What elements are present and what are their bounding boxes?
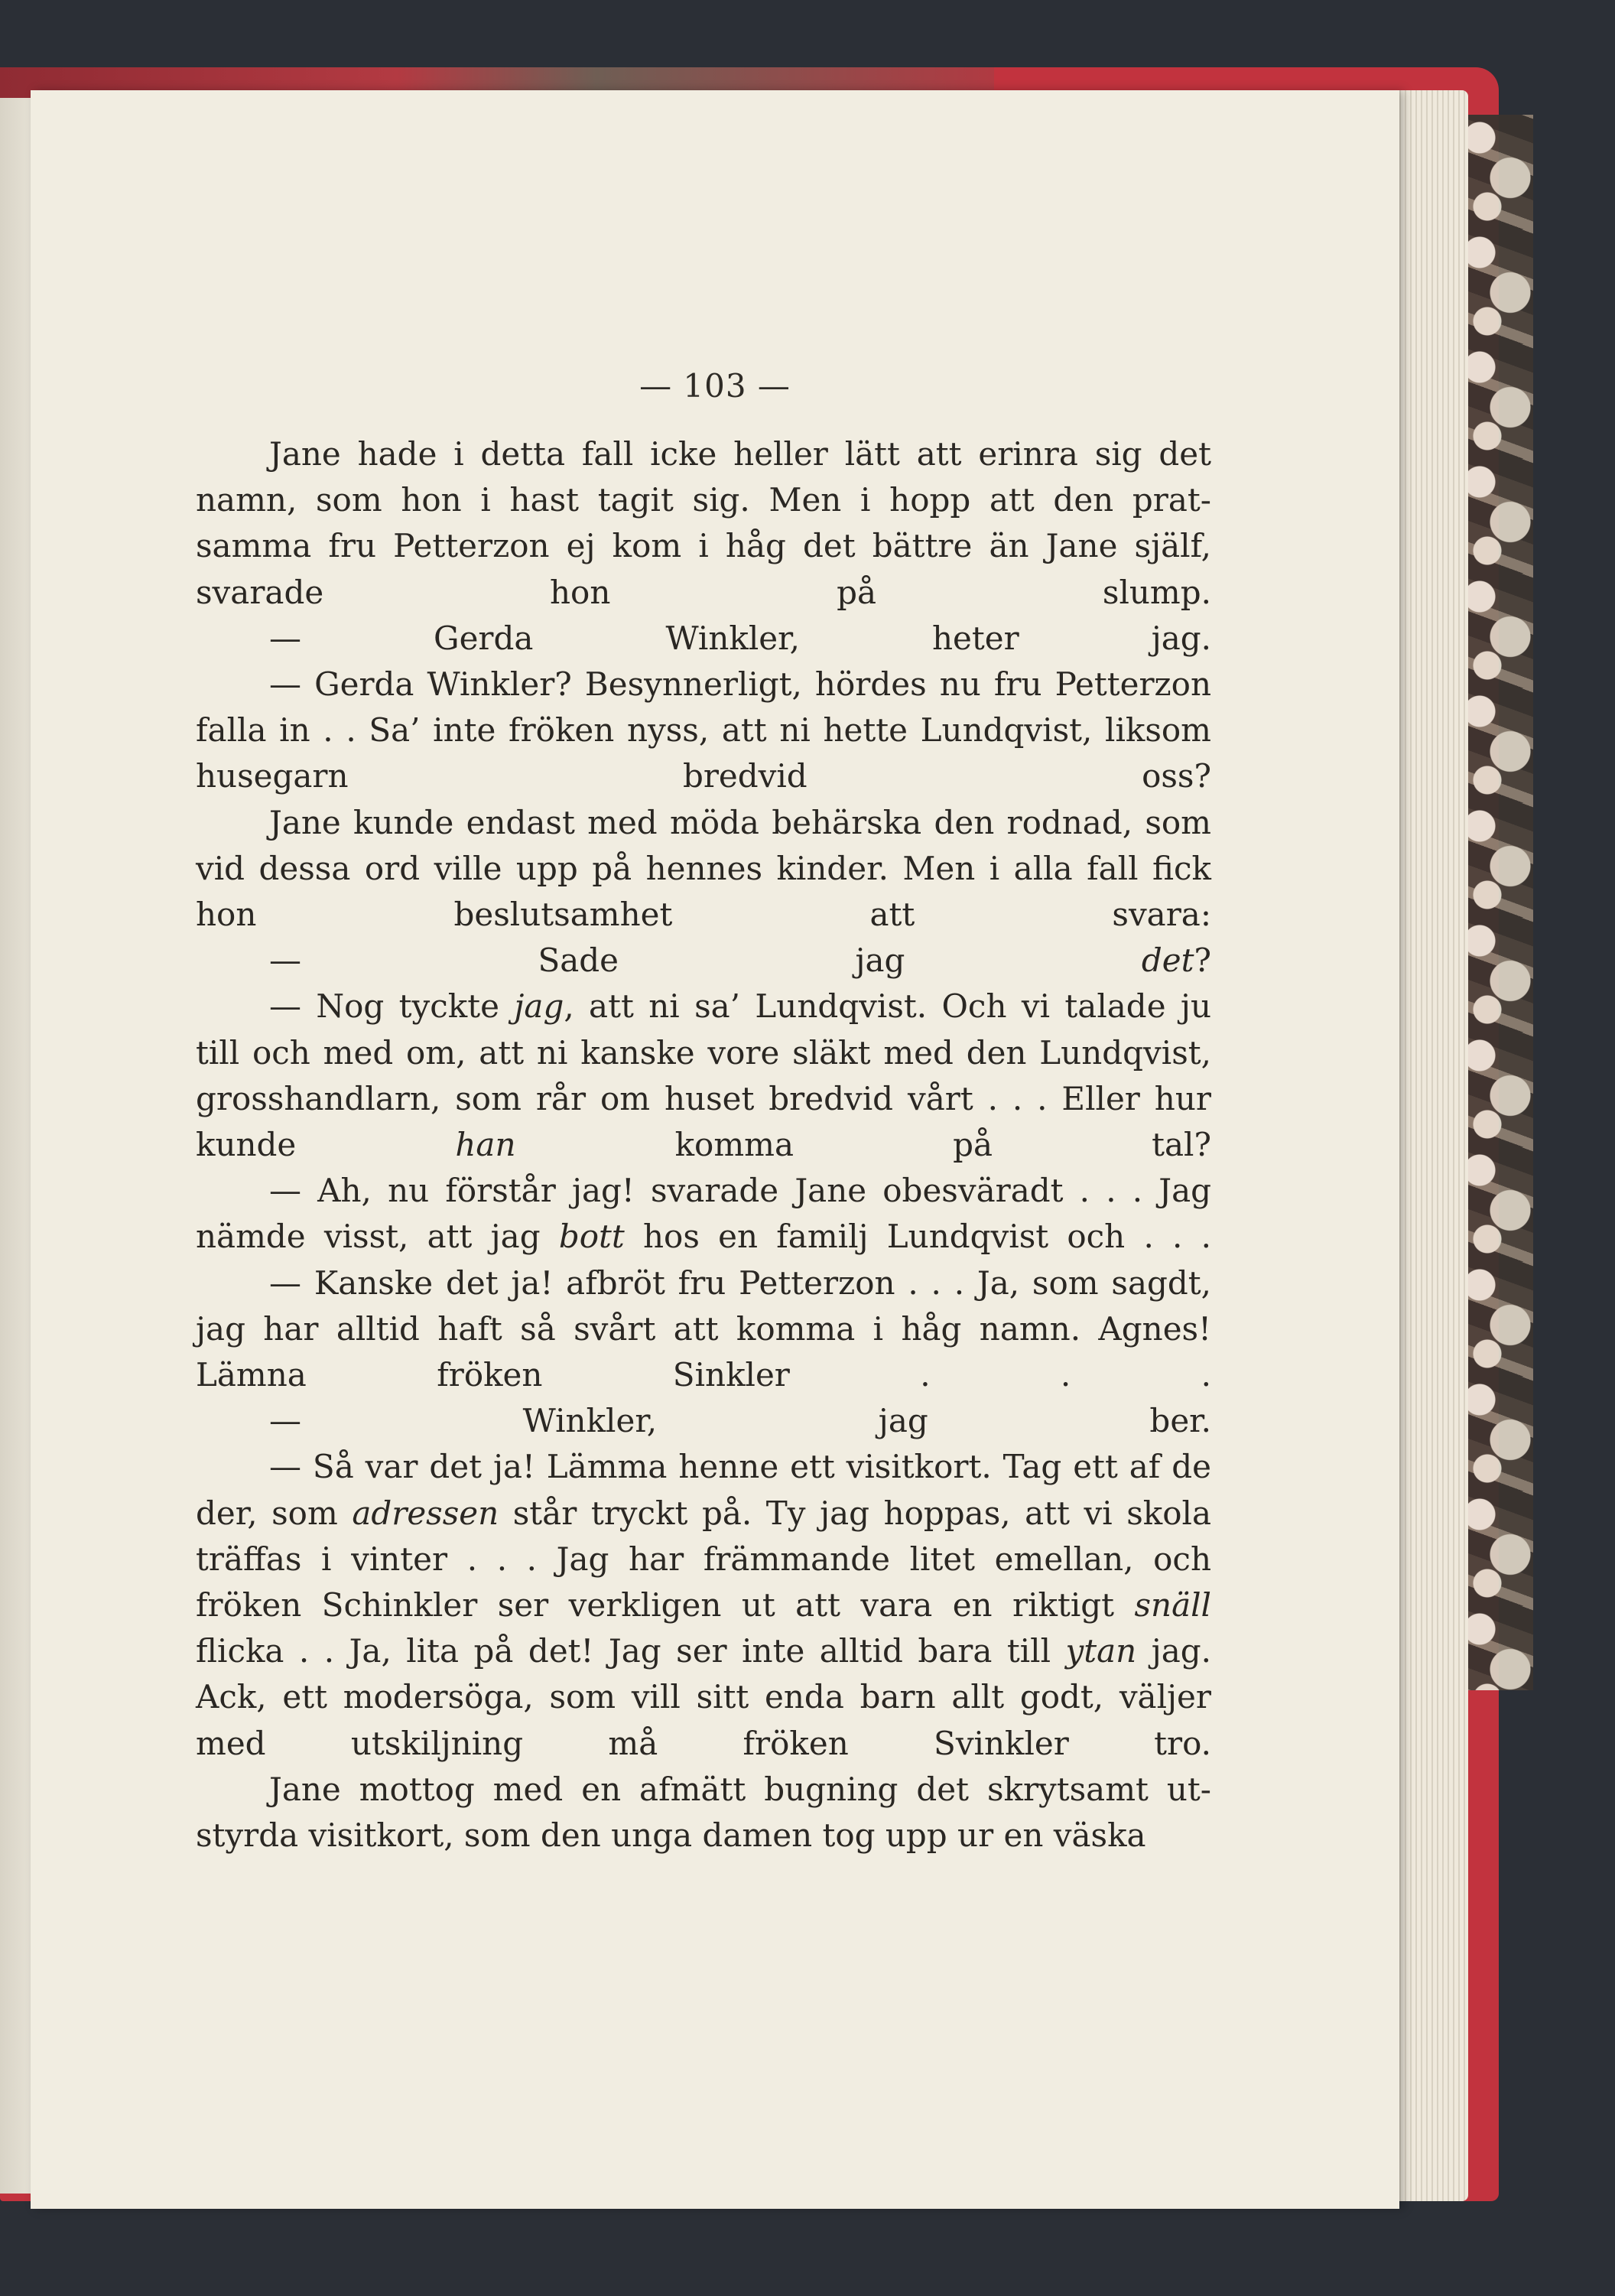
italic-text: han — [455, 1126, 516, 1164]
italic-text: det — [1141, 941, 1194, 980]
text-run: — Så var det ja! Lämma henne ett visitkort. Tag ett af de der, som — [196, 1448, 1211, 1532]
marbled-endpaper-edge — [1457, 115, 1533, 1690]
text-run: hos en familj Lundqvist och . . . — [624, 1218, 1211, 1256]
text-run: — Gerda Winkler? Besynnerligt, hördes nu fru Petterzon falla in . . Sa’ inte fröken nyss, att ni hette Lundqvist, liksom husegarn bredvid oss? — [196, 665, 1211, 795]
paragraph — [196, 1398, 1211, 1444]
text-run: Jane kunde endast med möda behärska den rodnad, som vid dessa ord ville upp på hennes kinder. Men i alla fall fick hon beslutsamhet att svara: — [196, 803, 1211, 934]
paragraph — [196, 938, 1211, 984]
text-run: flicka . . Ja, lita på det! Jag ser inte alltid bara till — [196, 1632, 1066, 1670]
text-run: står tryckt på. Ty jag hoppas, att vi skola träffas i vinter . . . Jag har främmande litet emellan, och fröken Schinkler ser verkligen ut att vara en riktigt — [196, 1494, 1211, 1624]
text-run: — Kanske det ja! afbröt fru Petterzon . . . Ja, som sagdt, jag har alltid haft så svårt att komma i håg namn. Agnes! Lämna fröken Sinkler . . . — [196, 1263, 1211, 1394]
italic-text: snäll — [1134, 1586, 1211, 1624]
text-run: , att ni sa’ Lundqvist. Och vi talade ju till och med om, att ni kanske vore släkt med den Lundqvist, grosshandlarn, som rår om huset bredvid vårt . . . Eller hur kunde — [196, 987, 1211, 1164]
text-run: — Gerda Winkler, heter jag. — [269, 619, 1211, 657]
text-run: Jane mottog med en afmätt bugning det skrytsamt utstyrda visitkort, som den unga damen tog upp ur en väska — [196, 1770, 1211, 1855]
page-number: — 103 — — [639, 367, 791, 405]
italic-text: ytan — [1065, 1632, 1137, 1670]
paragraph — [196, 984, 1211, 1168]
text-run: komma på tal? — [515, 1126, 1211, 1164]
text-run: — Ah, nu förstår jag! svarade Jane obesväradt . . . Jag nämde visst, att jag — [196, 1172, 1211, 1256]
book-page — [31, 90, 1399, 2209]
paragraph — [196, 1260, 1211, 1399]
text-run: — Nog tyckte — [269, 987, 515, 1026]
paragraph — [196, 1168, 1211, 1260]
italic-text: adressen — [352, 1494, 499, 1532]
paragraph — [196, 800, 1211, 938]
paragraph — [196, 1767, 1211, 1859]
text-run: — Winkler, jag ber. — [269, 1402, 1211, 1440]
text-run: Jane hade i detta fall icke heller lätt att erinra sig det namn, som hon i hast tagit sig. Men i hopp att den pratsamma fru Petterzon ej kom i håg det bättre än Jane själf, svarade hon på slump. — [196, 435, 1211, 611]
paragraph — [196, 616, 1211, 662]
text-run: — Sade jag — [269, 941, 1142, 980]
paragraph — [196, 1444, 1211, 1766]
text-run: jag. Ack, ett modersöga, som vill sitt enda barn allt godt, väljer med utskiljning må fröken Svinkler tro. — [196, 1632, 1212, 1762]
paragraph — [196, 431, 1211, 616]
italic-text: bott — [558, 1218, 625, 1256]
text-run: ? — [1194, 941, 1211, 980]
paragraph — [196, 662, 1211, 800]
body-text — [196, 431, 1211, 1859]
italic-text: jag — [514, 987, 564, 1026]
